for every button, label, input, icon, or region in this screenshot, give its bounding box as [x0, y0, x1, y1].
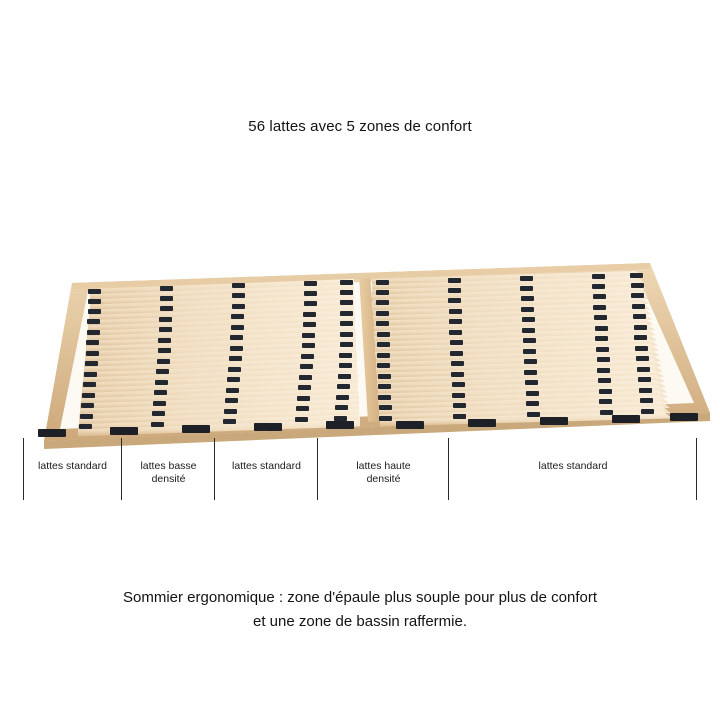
slats-right-half — [372, 271, 672, 426]
zone-2-label-line1: lattes basse — [140, 460, 197, 472]
page-title: 56 lattes avec 5 zones de confort — [248, 118, 472, 135]
caption-line-2: et une zone de bassin raffermie. — [252, 613, 468, 630]
caption-line-1: Sommier ergonomique : zone d'épaule plus souple pour plus de confort — [123, 589, 597, 606]
bed-base-svg — [10, 245, 710, 450]
slatted-bed-base-illustration — [10, 245, 710, 450]
zone-5-label: lattes standard — [538, 460, 608, 472]
zone-4-label — [318, 460, 449, 486]
slats-left-half — [78, 279, 360, 436]
zone-3 — [215, 438, 318, 548]
zone-label-row — [0, 438, 720, 548]
zone-4 — [318, 438, 449, 548]
zone-4-label-line1: lattes haute — [356, 460, 411, 472]
zone-1-label: lattes standard — [38, 460, 107, 472]
zone-2-label — [122, 460, 215, 486]
caption — [0, 586, 720, 634]
zone-3-label: lattes standard — [232, 460, 301, 472]
zone-4-label-line2: densité — [366, 473, 401, 485]
zone-2 — [122, 438, 215, 548]
zone-5 — [449, 438, 697, 548]
zone-2-label-line2: densité — [151, 473, 186, 485]
zone-1 — [23, 438, 122, 548]
